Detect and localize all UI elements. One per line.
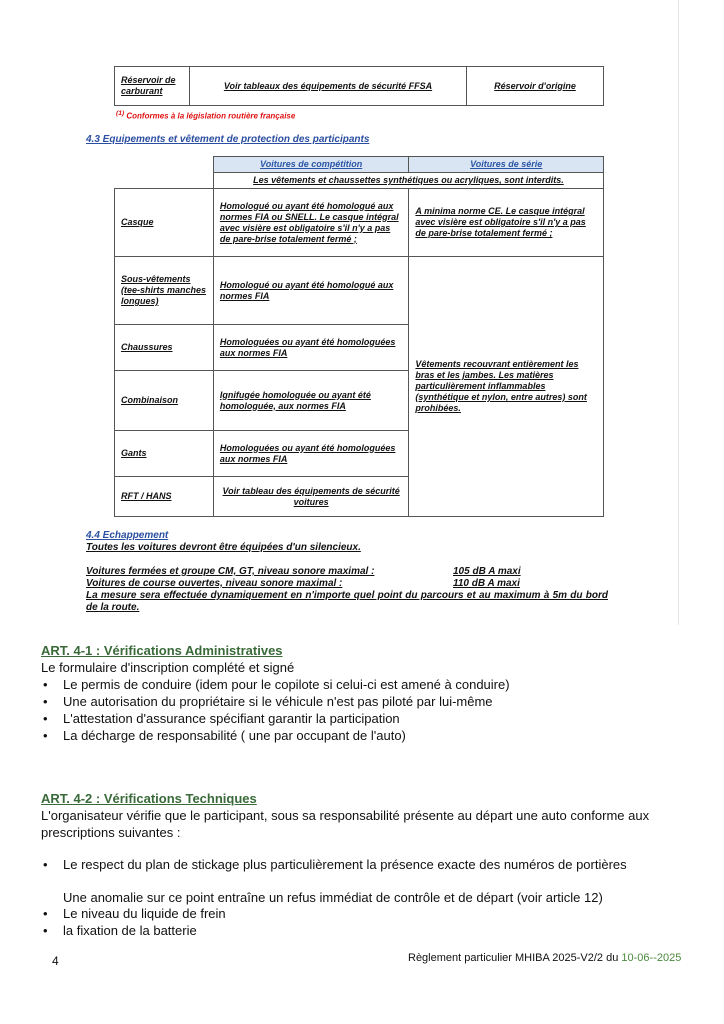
- header-competition: Voitures de compétition: [213, 157, 409, 173]
- row-label-rft-hans: RFT / HANS: [115, 477, 214, 517]
- row-label-gants: Gants: [115, 431, 214, 477]
- list-item: • La décharge de responsabilité ( une par occupant de l'auto): [41, 727, 681, 744]
- noise-row-1-label: Voitures fermées et groupe CM, GT, niveau sonore maximal :: [86, 566, 375, 577]
- art-4-2-title: ART. 4-2 : Vérifications Techniques: [41, 791, 257, 806]
- row-gants-competition: Homologuées ou ayant été homologuées aux normes FIA: [213, 431, 409, 477]
- page-edge-line: [678, 0, 679, 625]
- noise-row-1-value: 105 dB A maxi: [453, 566, 521, 577]
- silencer-rule: Toutes les voitures devront être équipées d'un silencieux.: [86, 542, 361, 553]
- row-chaussures-competition: Homologuées ou ayant été homologuées aux normes FIA: [213, 325, 409, 371]
- fuel-tank-series: Réservoir d'origine: [467, 67, 604, 106]
- art-4-2-list-rest: [41, 905, 661, 939]
- header-series: Voitures de série: [409, 157, 604, 173]
- row-label-casque: Casque: [115, 189, 214, 257]
- fuel-tank-table: [114, 66, 604, 106]
- page-number: 4: [52, 954, 59, 968]
- list-item: [41, 856, 661, 873]
- fuel-tank-competition: Voir tableaux des équipements de sécurité FFSA: [190, 67, 467, 106]
- equipment-table: [114, 156, 604, 517]
- row-rft-hans-competition: Voir tableau des équipements de sécurité voitures: [213, 477, 409, 517]
- synthetic-banner: Les vêtements et chaussettes synthétiques ou acryliques, sont interdits.: [213, 173, 603, 189]
- stickage-note: Une anomalie sur ce point entraîne un refus immédiat de contrôle et de départ (voir article 12): [63, 890, 603, 905]
- section-4-3-title: 4.3 Equipements et vêtement de protection des participants: [86, 134, 370, 145]
- row-casque-competition: Homologué ou ayant été homologué aux normes FIA ou SNELL. Le casque intégral avec visière est obligatoire s'il n'y a pas de pare-brise totalement fermé ;: [213, 189, 409, 257]
- noise-row-2-value: 110 dB A maxi: [453, 578, 520, 589]
- row-label-combinaison: Combinaison: [115, 371, 214, 431]
- footer-date: 10-06--2025: [621, 952, 682, 964]
- footnote-mark: (1): [116, 110, 125, 117]
- footer-label: Règlement particulier MHIBA 2025-V2/2 du: [408, 952, 622, 964]
- footnote-text: Conformes à la législation routière française: [126, 111, 296, 121]
- art-4-2-intro: L'organisateur vérifie que le participant, sous sa responsabilité présente au départ une auto conforme aux prescriptions suivantes :: [41, 808, 650, 840]
- stickage-item: Le respect du plan de stickage plus particulièrement la présence exacte des numéros de portières: [63, 857, 627, 872]
- section-4-4-title: 4.4 Echappement: [86, 530, 169, 541]
- art-4-1-intro: Le formulaire d'inscription complété et signé: [41, 660, 295, 675]
- footnote: [116, 110, 295, 121]
- list-item: • L'attestation d'assurance spécifiant garantir la participation: [41, 710, 681, 727]
- row-casque-series: A minima norme CE. Le casque intégral avec visière est obligatoire s'il n'y a pas de pare-brise totalement fermé ;: [409, 189, 604, 257]
- art-4-1-list: [41, 676, 681, 744]
- art-4-1-title: ART. 4-1 : Vérifications Administratives: [41, 643, 283, 658]
- row-sous-vetements-competition: Homologué ou ayant été homologué aux normes FIA: [213, 257, 409, 325]
- art-4-2-list: [41, 856, 661, 873]
- list-item: • la fixation de la batterie: [41, 922, 661, 939]
- list-item: • Le niveau du liquide de frein: [41, 905, 661, 922]
- noise-row-2-label: Voitures de course ouvertes, niveau sonore maximal :: [86, 578, 343, 589]
- row-label-sous-vetements: Sous-vêtements (tee-shirts manches longues): [115, 257, 214, 325]
- fuel-tank-label: Réservoir de carburant: [115, 67, 190, 106]
- row-label-chaussures: Chaussures: [115, 325, 214, 371]
- footer-text: [408, 952, 681, 964]
- noise-measure-note: La mesure sera effectuée dynamiquement en n'importe quel point du parcours et au maximum à 5m du bord de la route.: [86, 590, 608, 613]
- series-merged-clothing: Vêtements recouvrant entièrement les bras et les jambes. Les matières particulièrement inflammables (synthétique et nylon, entre autres) sont prohibées.: [409, 257, 604, 517]
- list-item: • Le permis de conduire (idem pour le copilote si celui-ci est amené à conduire): [41, 676, 681, 693]
- list-item: • Une autorisation du propriétaire si le véhicule n'est pas piloté par lui-même: [41, 693, 681, 710]
- row-combinaison-competition: Ignifugée homologuée ou ayant été homologuée, aux normes FIA: [213, 371, 409, 431]
